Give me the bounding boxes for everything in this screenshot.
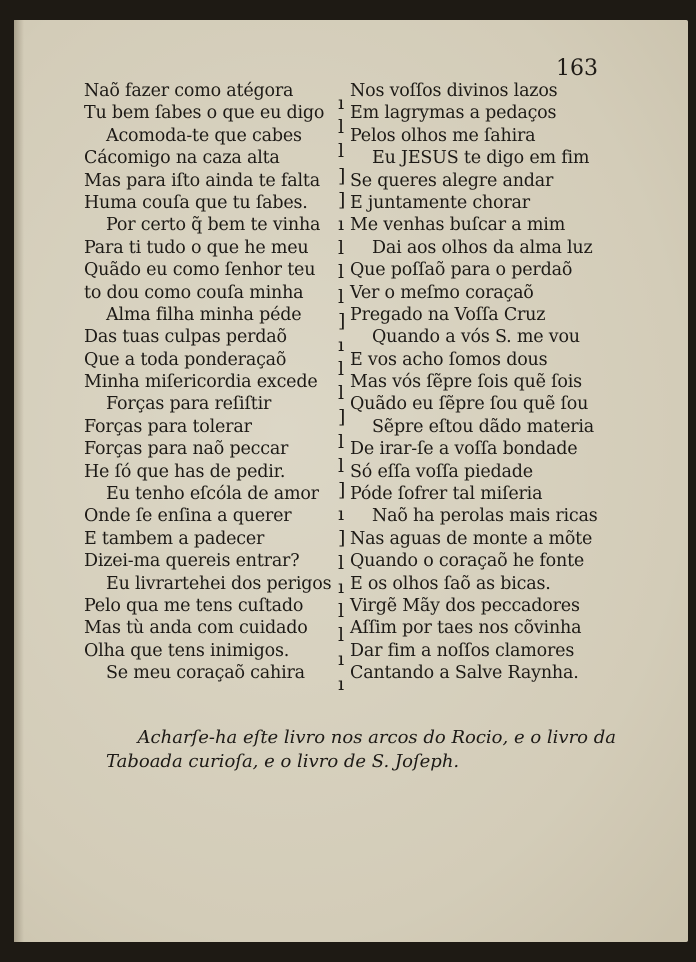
left-verse-line: Minha miſericordia excede [84,372,318,393]
left-verse-line: Eu livrartehei dos perigos [106,573,332,594]
right-verse-line: Pregado na Voſſa Cruz [350,304,546,325]
left-verse-line: Forças para tolerar [84,416,252,437]
left-verse-line: Onde ſe enſina a querer [84,506,292,527]
left-verse-line: Para ti tudo o que he meu [84,237,309,258]
left-verse-line: Naõ fazer como atégora [84,81,294,101]
right-verse-column [350,80,602,685]
divider-mark: l [338,116,345,139]
right-verse-line: E juntamente chorar [350,192,530,213]
left-verse-line: Forças para reſiſtir [106,394,272,415]
divider-mark: l [338,430,345,453]
page-number: 163 [556,56,598,81]
left-verse-line: Pelo qua me tens cuſtado [84,595,304,616]
right-verse-line: Nos voſſos divinos lazos [350,81,558,101]
divider-mark: l [338,599,345,622]
divider-mark: ı [338,672,345,695]
left-verse-line: Cácomigo na caza alta [84,148,280,169]
right-verse-line: E vos acho ſomos dous [350,349,548,370]
left-verse-line: to dou como couſa minha [84,282,304,303]
left-verse-line: Que a toda ponderaçaõ [84,349,287,370]
right-verse-line: Em lagrymas a pedaços [350,103,557,124]
left-verse-line: Das tuas culpas perdaõ [84,327,287,348]
left-verse-line: Dizei-ma quereis entrar? [84,551,300,572]
right-verse-line: Sẽpre eſtou dãdo materia [372,416,595,437]
right-verse-line: Que poſſaõ para o perdaõ [350,260,573,281]
left-verse-line: Por certo q̃ bem te vinha [106,215,321,236]
left-verse-line: Quãdo eu como ſenhor teu [84,260,316,281]
divider-mark: ] [338,188,346,211]
divider-mark: l [338,261,345,284]
divider-mark: l [338,551,345,574]
divider-mark: ] [338,164,346,187]
right-verse-line: Me venhas buſcar a mim [350,215,566,236]
right-verse-line: Naõ ha perolas mais ricas [372,506,598,527]
left-verse-line: Acomoda-te que cabes [106,125,302,146]
left-verse-line: E tambem a padecer [84,528,265,549]
right-verse-line: Dar fim a noſſos clamores [350,640,575,661]
left-verse-line: Se meu coraçaõ cahira [106,663,305,684]
right-verse-line: Quando a vós S. me vou [372,327,580,348]
divider-mark: ] [338,527,346,550]
colophon-line-2: Taboada curioſa, e o livro de S. Joſeph. [106,751,460,772]
divider-mark: ı [338,333,345,356]
left-verse-line: Eu tenho eſcóla de amor [106,484,319,505]
divider-mark: l [338,454,345,477]
right-verse-line: Só eſſa voſſa piedade [350,461,533,482]
right-verse-line: Se queres alegre andar [350,170,554,191]
right-verse-line: Ver o meſmo coraçaõ [350,282,534,303]
divider-mark: l [338,624,345,647]
divider-mark: ı [338,575,345,598]
left-verse-line: Huma couſa que tu ſabes. [84,192,308,213]
column-divider [338,90,346,695]
right-verse-line: Mas vós ſẽpre ſois quẽ ſois [350,372,582,393]
right-verse-line: Virgẽ Mãy dos peccadores [350,595,580,616]
left-verse-line: Olha que tens inimigos. [84,640,290,661]
divider-mark: l [338,358,345,381]
right-verse-line: De irar-ſe a voſſa bondade [350,439,578,460]
left-verse-line: Alma filha minha péde [106,304,302,325]
divider-mark: l [338,237,345,260]
right-verse-line: Cantando a Salve Raynha. [350,663,579,684]
divider-mark: ı [338,503,345,526]
left-verse-column [84,80,336,685]
right-verse-line: Aſſim por taes nos cõvinha [350,618,582,639]
right-verse-line: Eu JESUS te digo em fim [372,148,590,169]
divider-mark: ı [338,212,345,235]
right-verse-line: Quando o coraçaõ he fonte [350,551,585,572]
page-gutter-shadow [14,20,24,942]
left-verse-line: Tu bem ſabes o que eu digo [84,103,325,124]
divider-mark: l [338,140,345,163]
divider-mark: ] [338,309,346,332]
divider-mark: ı [338,92,345,114]
right-verse-line: Nas aguas de monte a mõte [350,528,593,549]
divider-mark: l [338,382,345,405]
left-verse-line: Forças para naõ peccar [84,439,289,460]
right-verse-line: E os olhos ſaõ as bicas. [350,573,551,594]
right-verse-line: Dai aos olhos da alma luz [372,237,593,258]
colophon-note [80,726,620,774]
left-verse-line: He ſó que has de pedir. [84,461,286,482]
right-verse-line: Póde ſofrer tal miſeria [350,484,543,505]
colophon-line-1: Acharſe-ha eſte livro nos arcos do Rocio, e o livro da [137,727,616,748]
right-verse-line: Quãdo eu ſẽpre ſou quẽ ſou [350,394,589,415]
divider-mark: ı [338,648,345,671]
left-verse-line: Mas para iſto ainda te falta [84,170,320,191]
divider-mark: l [338,285,345,308]
right-verse-line: Pelos olhos me ſahira [350,125,536,146]
divider-mark: ] [338,479,346,501]
left-verse-line: Mas tù anda com cuidado [84,618,308,639]
divider-mark: ] [338,406,346,429]
